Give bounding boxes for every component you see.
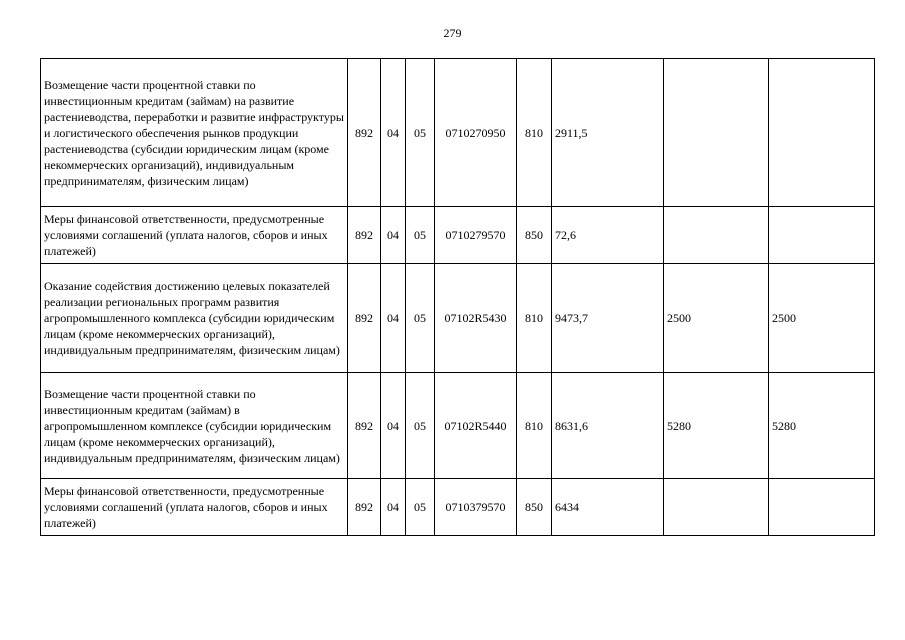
budget-table [40,58,875,536]
ministry-code-cell: 892 [348,479,381,536]
ministry-code-cell: 892 [348,264,381,373]
expense-description-cell: Меры финансовой ответственности, предусмотренные условиями соглашений (уплата налогов, сборов и иных платежей) [41,479,348,536]
table-body [41,59,875,536]
ministry-code-cell: 892 [348,207,381,264]
section-code-cell: 04 [381,264,406,373]
expense-description-cell: Возмещение части процентной ставки по инвестиционным кредитам (займам) на развитие растениеводства, переработки и развитие инфраструктуры и логистического обеспечения рынков продукции растениеводства (субсидии юридическим лицам (кроме некоммерческих организаций), индивидуальным предпринимателям, физическим лицам) [41,59,348,207]
target-article-code-cell: 07102R5430 [435,264,517,373]
amount-year-3-cell [769,59,875,207]
ministry-code-cell: 892 [348,59,381,207]
amount-year-2-cell: 2500 [664,264,769,373]
table-row [41,207,875,264]
expense-type-code-cell: 810 [517,59,552,207]
section-code-cell: 04 [381,59,406,207]
amount-year-1-cell: 6434 [552,479,664,536]
expense-description-cell: Оказание содействия достижению целевых показателей реализации региональных программ развития агропромышленного комплекса (субсидии юридическим лицам (кроме некоммерческих организаций), индивидуальным предпринимателям, физическим лицам) [41,264,348,373]
subsection-code-cell: 05 [406,479,435,536]
table-row [41,59,875,207]
subsection-code-cell: 05 [406,207,435,264]
amount-year-2-cell: 5280 [664,373,769,479]
target-article-code-cell: 0710270950 [435,59,517,207]
expense-description-cell: Возмещение части процентной ставки по инвестиционным кредитам (займам) в агропромышленном комплексе (субсидии юридическим лицам (кроме некоммерческих организаций), индивидуальным предпринимателям, физическим лицам) [41,373,348,479]
amount-year-1-cell: 8631,6 [552,373,664,479]
amount-year-3-cell [769,207,875,264]
amount-year-3-cell: 5280 [769,373,875,479]
expense-type-code-cell: 850 [517,479,552,536]
table-row [41,373,875,479]
section-code-cell: 04 [381,373,406,479]
ministry-code-cell: 892 [348,373,381,479]
expense-type-code-cell: 850 [517,207,552,264]
section-code-cell: 04 [381,479,406,536]
page-number: 279 [443,26,462,40]
subsection-code-cell: 05 [406,373,435,479]
expense-type-code-cell: 810 [517,373,552,479]
amount-year-2-cell [664,207,769,264]
table-row [41,264,875,373]
subsection-code-cell: 05 [406,59,435,207]
expense-description-cell: Меры финансовой ответственности, предусмотренные условиями соглашений (уплата налогов, сборов и иных платежей) [41,207,348,264]
amount-year-1-cell: 72,6 [552,207,664,264]
amount-year-1-cell: 2911,5 [552,59,664,207]
target-article-code-cell: 07102R5440 [435,373,517,479]
amount-year-1-cell: 9473,7 [552,264,664,373]
amount-year-3-cell: 2500 [769,264,875,373]
amount-year-3-cell [769,479,875,536]
target-article-code-cell: 0710379570 [435,479,517,536]
amount-year-2-cell [664,479,769,536]
subsection-code-cell: 05 [406,264,435,373]
target-article-code-cell: 0710279570 [435,207,517,264]
section-code-cell: 04 [381,207,406,264]
amount-year-2-cell [664,59,769,207]
table-row [41,479,875,536]
expense-type-code-cell: 810 [517,264,552,373]
